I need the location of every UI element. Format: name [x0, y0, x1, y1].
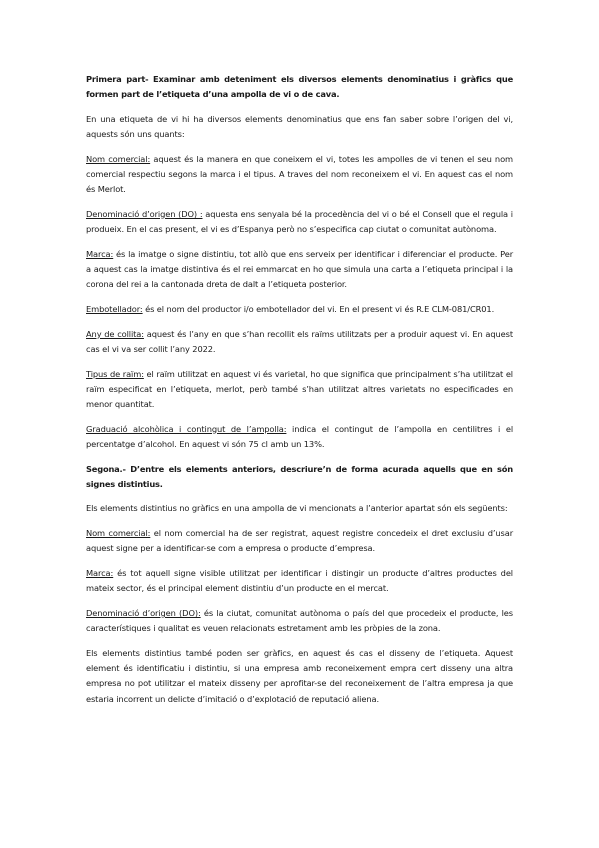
- item-term: Graduació alcohòlica i contingut de l’ampolla:: [86, 423, 287, 434]
- part2-intro: Els elements distintius no gràfics en una ampolla de vi mencionats a l’anterior apartat són els següents:: [86, 503, 508, 514]
- item-term: Marca:: [86, 248, 114, 259]
- item-term: Nom comercial:: [86, 528, 151, 539]
- closing-paragraph: Els elements distintius també poden ser gràfics, en aquest és cas el disseny de l’etiqueta. Aquest element és identificatiu i distintiu, si una empresa amb reconeixement empra cert disseny una altra empresa no pot utilitzar el mateix disseny per aprofitar-se del reconeixement de l’altra empresa ja que estaria incorrent un delicte d’imitació o d’explotació de reputació aliena.: [86, 647, 513, 704]
- item-text: és la ciutat, comunitat autònoma o país del que procedeix el producte, les característiques i qualitat es veuen relacionats estretament amb les pròpies de la zona.: [86, 607, 513, 634]
- item-text: el raïm utilitzat en aquest vi és varietal, ho que significa que principalment s’ha utilitzat el raïm especificat en l’etiqueta, merlot, però també s’han utilitzat altres varietats no especificades en menor quantitat.: [86, 368, 513, 409]
- item-term: Tipus de raïm:: [86, 368, 144, 379]
- item2-nom-comercial: [86, 526, 513, 556]
- item-term: Any de collita:: [86, 328, 144, 339]
- item-term: Denominació d’origen (DO) :: [86, 208, 203, 219]
- item-term: Denominació d’origen (DO):: [86, 607, 201, 618]
- item-text: indica el contingut de l’ampolla en centilitres i el percentatge d’alcohol. En aquest vi són 75 cl amb un 13%.: [86, 423, 514, 449]
- item-tipus-raim: [86, 367, 513, 413]
- item-denominacio-origen: [86, 207, 513, 237]
- item-term: Embotellador:: [86, 303, 143, 314]
- part1-heading: Primera part- Examinar amb deteniment els diversos elements denominatius i gràfics que formen part de l’etiqueta d’una ampolla de vi o de cava.: [86, 74, 513, 100]
- part1-intro: En una etiqueta de vi hi ha diversos elements denominatius que ens fan saber sobre l’origen del vi, aquests són uns quants:: [86, 113, 513, 140]
- item-text: aquesta ens senyala bé la procedència del vi o bé el Consell que el regula i produeix. En el cas present, el vi es d’Espanya però no s’especifica cap ciutat o comunitat autònoma.: [86, 208, 513, 235]
- item2-denominacio-origen: [86, 606, 513, 636]
- item-term: Nom comercial:: [86, 153, 151, 164]
- part2-heading: Segona.- D’entre els elements anteriors, descriure’n de forma acurada aquells que en són signes distintius.: [86, 463, 513, 489]
- item-text: el nom comercial ha de ser registrat, aquest registre concedeix el dret exclusiu d’usar aquest signe per a identificar-se com a empresa o producte d’empresa.: [86, 528, 513, 554]
- item-text: aquest és la manera en que coneixem el vi, totes les ampolles de vi tenen el seu nom comercial respectiu segons la marca i el tipus. A traves del nom reconeixem el vi. En aquest cas el nom és Merlot.: [86, 153, 513, 195]
- item-text: aquest és l’any en que s’han recollit els raïms utilitzats per a produir aquest vi. En aquest cas el vi va ser collit l’any 2022.: [86, 328, 513, 354]
- item-marca: [86, 247, 513, 293]
- document-page: [86, 72, 513, 716]
- item-embotellador: [86, 302, 513, 317]
- item2-marca: [86, 566, 513, 596]
- item-nom-comercial: [86, 152, 513, 198]
- item-text: és el nom del productor i/o embotellador del vi. En el present vi és R.E CLM-081/CR01.: [142, 303, 495, 314]
- item-any-collita: [86, 327, 513, 357]
- item-graduacio: [86, 422, 513, 452]
- item-text: és la imatge o signe distintiu, tot allò que ens serveix per identificar i diferenciar el producte. Per a aquest cas la imatge distintiva és el rei emmarcat en ho que simula una carta a l’etiqueta principal i la corona del rei a la cantonada dreta de dalt a l’etiqueta posterior.: [86, 248, 513, 290]
- item-term: Marca:: [86, 568, 114, 579]
- item-text: és tot aquell signe visible utilitzat per identificar i distingir un producte d’altres productes del mateix sector, és el principal element distintiu d’un producte en el mercat.: [86, 568, 513, 594]
